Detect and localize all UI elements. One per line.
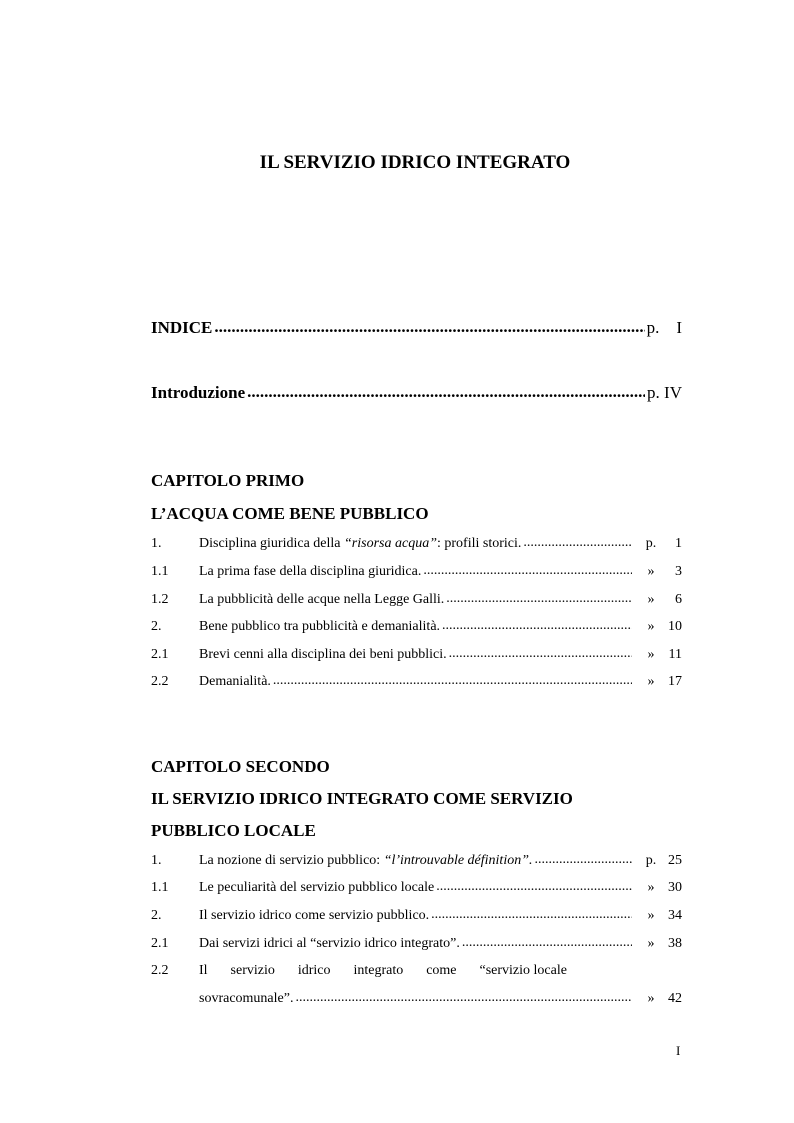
toc-entry-page-prefix: » xyxy=(647,936,655,951)
toc-entry-text: Bene pubblico tra pubblicità e demanialità. xyxy=(199,619,441,634)
toc-entry-number: 2.1 xyxy=(151,647,169,662)
dot-leader xyxy=(442,618,632,634)
toc-entry-text: Dai servizi idrici al “servizio idrico integrato”. xyxy=(199,936,460,951)
toc-entry-introduzione[interactable] xyxy=(151,383,682,403)
toc-entry[interactable] xyxy=(151,880,682,896)
toc-entry-page: 11 xyxy=(668,647,682,662)
toc-entry[interactable] xyxy=(151,619,682,635)
toc-entry-page: 25 xyxy=(668,853,682,868)
dot-leader xyxy=(446,591,632,607)
chapter-subtitle: L’ACQUA COME BENE PUBBLICO xyxy=(151,504,429,523)
toc-entry[interactable] xyxy=(151,536,682,552)
dot-leader xyxy=(449,646,632,662)
dot-leader xyxy=(436,879,632,895)
toc-entry-page: 34 xyxy=(668,908,682,923)
toc-entry-text: La nozione di servizio pubblico: “l’introuvable définition”. xyxy=(199,853,533,868)
footer-page-number: I xyxy=(676,1043,681,1058)
toc-entry-page-prefix: » xyxy=(647,564,655,579)
toc-entry-page: 1 xyxy=(675,536,682,551)
toc-entry-page: 6 xyxy=(675,592,682,607)
toc-entry-continuation[interactable] xyxy=(151,991,682,1007)
toc-entry-page-prefix: » xyxy=(647,908,655,923)
toc-entry-indice[interactable] xyxy=(151,318,682,338)
toc-entry-text: La pubblicità delle acque nella Legge Galli. xyxy=(199,592,445,607)
chapter-subtitle-line1: IL SERVIZIO IDRICO INTEGRATO COME SERVIZIO xyxy=(151,789,573,808)
toc-entry-label: INDICE xyxy=(151,318,213,337)
toc-entry-label: Introduzione xyxy=(151,383,246,402)
toc-entry[interactable] xyxy=(151,647,682,663)
toc-entry-number: 2.2 xyxy=(151,674,169,689)
toc-entry-page: 30 xyxy=(668,880,682,895)
toc-entry-text-line2: sovracomunale”. xyxy=(199,991,294,1006)
toc-entry-number: 2.1 xyxy=(151,936,169,951)
toc-entry-page-prefix: » xyxy=(647,647,655,662)
toc-entry-page: 10 xyxy=(668,619,682,634)
toc-entry-text: Le peculiarità del servizio pubblico locale xyxy=(199,880,435,895)
toc-entry-multiline[interactable] xyxy=(151,963,682,979)
toc-entry-page: p. IV xyxy=(647,383,682,402)
toc-entry[interactable] xyxy=(151,853,682,869)
dot-leader xyxy=(423,563,632,579)
toc-entry[interactable] xyxy=(151,564,682,580)
dot-leader xyxy=(273,673,632,689)
toc-entry-page-prefix: » xyxy=(647,592,655,607)
toc-entry-page-prefix: p. xyxy=(645,853,657,868)
toc-entry[interactable] xyxy=(151,936,682,952)
dot-leader xyxy=(462,935,632,951)
toc-entry-number: 1.1 xyxy=(151,564,169,579)
toc-entry-number: 1.2 xyxy=(151,592,169,607)
toc-entry-page-prefix: » xyxy=(647,619,655,634)
toc-entry-text: Demanialità. xyxy=(199,674,271,689)
document-title: IL SERVIZIO IDRICO INTEGRATO xyxy=(259,152,571,173)
toc-entry[interactable] xyxy=(151,674,682,690)
toc-entry-page-prefix: » xyxy=(647,991,655,1006)
dot-leader xyxy=(247,382,645,402)
toc-entry-text: Brevi cenni alla disciplina dei beni pubblici. xyxy=(199,647,447,662)
toc-entry-text-line1: Il servizio idrico integrato come “servizio locale xyxy=(199,963,567,978)
dot-leader xyxy=(431,907,632,923)
toc-entry[interactable] xyxy=(151,592,682,608)
toc-entry-text: Disciplina giuridica della “risorsa acqua”: profili storici. xyxy=(199,536,522,551)
toc-entry[interactable] xyxy=(151,908,682,924)
dot-leader xyxy=(523,535,632,551)
toc-entry-number: 2.2 xyxy=(151,963,169,978)
toc-entry-text: Il servizio idrico come servizio pubblico. xyxy=(199,908,430,923)
toc-entry-page: p. I xyxy=(646,318,682,337)
dot-leader xyxy=(535,852,633,868)
toc-entry-page-prefix: p. xyxy=(645,536,657,551)
toc-entry-number: 1.1 xyxy=(151,880,169,895)
chapter-heading: CAPITOLO PRIMO xyxy=(151,471,305,490)
chapter-heading: CAPITOLO SECONDO xyxy=(151,757,330,776)
toc-entry-page-prefix: » xyxy=(647,880,655,895)
toc-entry-page-prefix: » xyxy=(647,674,655,689)
toc-entry-text: La prima fase della disciplina giuridica. xyxy=(199,564,422,579)
toc-entry-number: 1. xyxy=(151,536,162,551)
toc-entry-number: 1. xyxy=(151,853,162,868)
dot-leader xyxy=(295,990,632,1006)
toc-entry-number: 2. xyxy=(151,908,162,923)
toc-entry-page: 17 xyxy=(668,674,682,689)
toc-entry-page: 42 xyxy=(668,991,682,1006)
chapter-subtitle-line2: PUBBLICO LOCALE xyxy=(151,821,316,840)
toc-entry-page: 38 xyxy=(668,936,682,951)
toc-entry-page: 3 xyxy=(675,564,682,579)
dot-leader xyxy=(214,317,644,337)
toc-entry-number: 2. xyxy=(151,619,162,634)
